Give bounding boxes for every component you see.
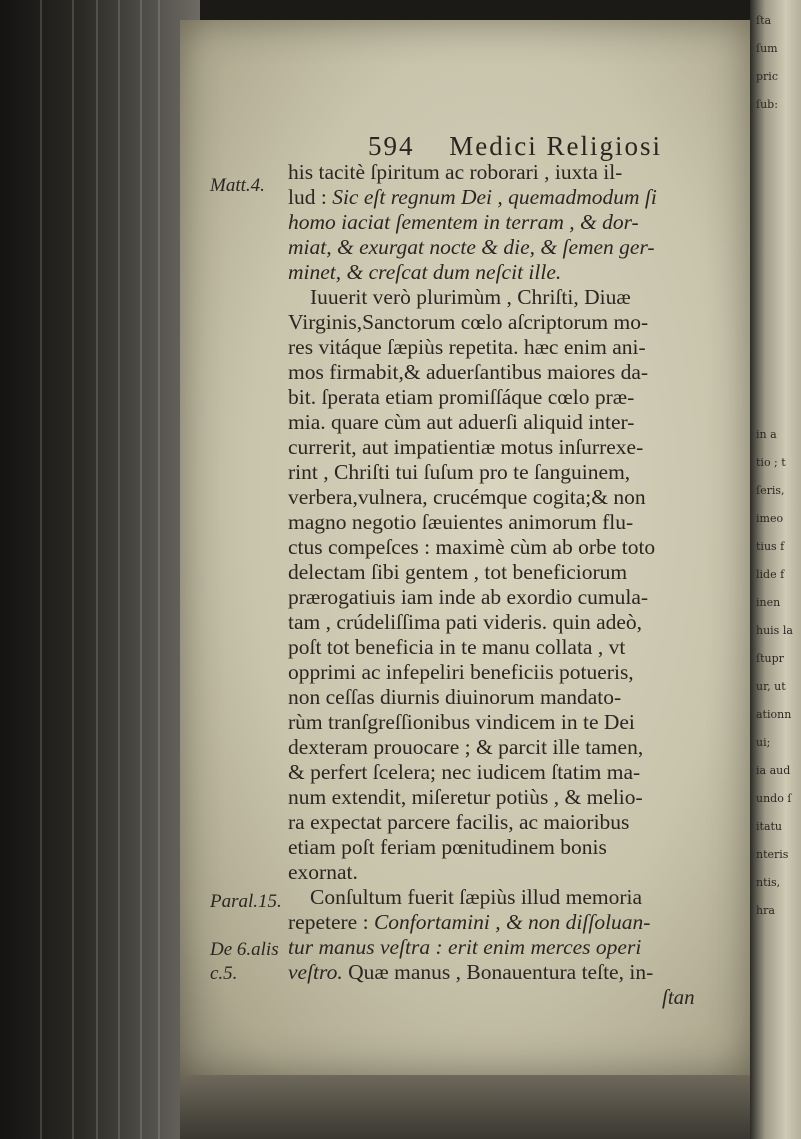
text-line: currerit, aut impatientiæ motus inſurrexe- [288,435,644,459]
edge-fragment: ationn [756,708,792,721]
edge-fragment: lide f [756,568,785,581]
text-line: Iuuerit verò plurimùm , Chriſti, Diuæ [310,285,631,309]
edge-fragment: nteris [756,848,789,861]
text-line: ra expectat parcere facilis, ac maioribus [288,810,630,834]
text-line: magno negotio ſæuientes animorum flu- [288,510,634,534]
text-segment: repetere : [288,910,374,934]
edge-fragment: ſta [756,14,772,27]
text-line: verbera,vulnera, crucémque cogita;& non [288,485,646,509]
text-line: opprimi ac infepeliri beneficiis potueris, [288,660,634,684]
edge-fragment: huis la [756,624,793,637]
text-line: his tacitè ſpiritum ac roborari , iuxta il- [288,160,623,184]
catchword: ſtan [662,985,695,1009]
text-line: num extendit, miſeretur potiùs , & melio- [288,785,643,809]
margin-note: De 6.alis [210,939,279,960]
text-line: prærogatiuis iam inde ab exordio cumula- [288,585,649,609]
text-line: rùm tranſgreſſionibus vindicem in te Dei [288,710,635,734]
edge-fragment: inen [756,596,781,609]
page-bottom-shadow [180,1075,750,1139]
text-line: bit. ſperata etiam promiſſáque cœlo præ- [288,385,635,409]
text-line: minet, & creſcat dum neſcit ille. [288,260,562,284]
scripture-quote: veſtro. [288,960,349,984]
text-line: & perfert ſcelera; nec iudicem ſtatim ma- [288,760,641,784]
edge-fragment: itatu [756,820,783,833]
margin-note: c.5. [210,963,238,984]
text-line: tam , crúdeliſſima pati videris. quin adeò, [288,610,643,634]
running-title: Medici Religiosi [449,131,662,161]
margin-note: Paral.15. [210,891,282,912]
edge-fragment: tio ; t [756,456,786,469]
text-line: poſt tot beneficia in te manu collata , vt [288,635,626,659]
text-line: Virginis,Sanctorum cœlo aſcriptorum mo- [288,310,649,334]
page-header [368,131,662,162]
text-line [288,910,650,935]
edge-fragment: ſum [756,42,778,55]
edge-fragment: pric [756,70,778,83]
edge-fragment: imeo [756,512,784,525]
scripture-quote: Sic eſt regnum Dei , quemadmodum ſi [332,185,657,209]
edge-fragment: tius f [756,540,785,553]
edge-fragment: ſtupr [756,652,784,665]
scripture-quote: Confortamini , & non diſſoluan- [373,910,651,934]
text-segment: Quæ manus , Bonauentura teſte, in- [348,960,654,984]
text-line: rint , Chriſti tui ſuſum pro te ſanguinem, [288,460,631,484]
page-number: 594 [368,131,415,161]
text-line [288,185,657,210]
text-line [288,960,653,985]
next-page-edge [750,0,801,1139]
edge-fragment: in a [756,428,777,441]
edge-fragment: ſeris, [756,484,785,497]
text-line: Conſultum fuerit ſæpiùs illud memoria [310,885,643,909]
text-line: res vitáque ſæpiùs repetita. hæc enim ani- [288,335,646,359]
text-line: non ceſſas diurnis diuinorum mandato- [288,685,622,709]
text-line: ctus compeſces : maximè cùm ab orbe toto [288,535,656,559]
text-line: dexteram prouocare ; & parcit ille tamen, [288,735,644,759]
text-line: delectam ſibi gentem , tot beneficiorum [288,560,628,584]
text-line: mos firmabit,& aduerſantibus maiores da- [288,360,649,384]
edge-fragment: ia aud [756,764,791,777]
edge-fragment: ui; [756,736,771,749]
margin-note: Matt.4. [210,175,265,196]
edge-fragment: ur, ut [756,680,786,693]
edge-fragment: ſub: [756,98,778,111]
text-line: mia. quare cùm aut aduerſi aliquid inter- [288,410,635,434]
text-segment: lud : [288,185,333,209]
edge-fragment: ntis, [756,876,781,889]
text-line: miat, & exurgat nocte & die, & ſemen ger- [288,235,655,259]
text-line: etiam poſt feriam pœnitudinem bonis [288,835,607,859]
text-line: exornat. [288,860,358,884]
edge-fragment: hra [756,904,775,917]
edge-fragment: undo ſ [756,792,792,805]
text-line: homo iaciat ſementem in terram , & dor- [288,210,639,234]
text-line: tur manus veſtra : erit enim merces operi [288,935,642,959]
book-binding-left [0,0,200,1139]
